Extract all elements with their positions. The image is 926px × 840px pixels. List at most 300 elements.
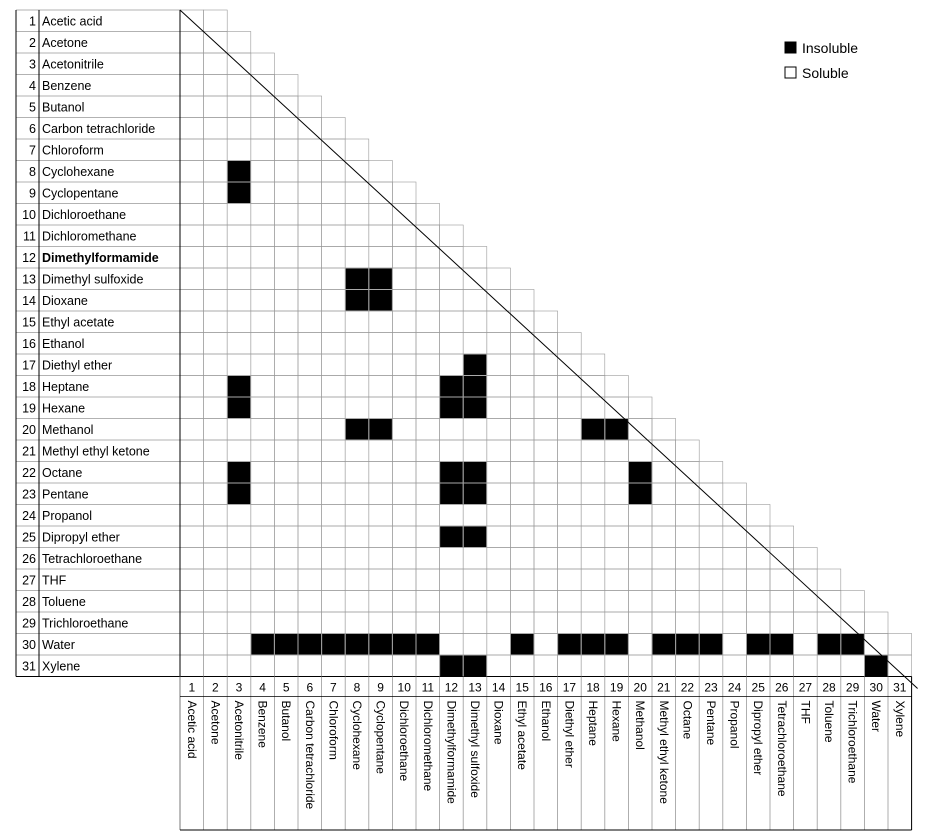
grid-cell bbox=[652, 462, 676, 484]
grid-cell bbox=[676, 655, 700, 677]
column-label: THF bbox=[798, 700, 813, 724]
grid-cell bbox=[416, 311, 440, 333]
grid-cell bbox=[180, 591, 204, 613]
row-number: 24 bbox=[22, 508, 36, 523]
grid-cell bbox=[416, 397, 440, 419]
grid-cell bbox=[180, 612, 204, 634]
grid-cell bbox=[416, 548, 440, 570]
grid-cell bbox=[298, 526, 322, 548]
grid-cell bbox=[298, 419, 322, 441]
grid-cell bbox=[416, 376, 440, 398]
grid-cell bbox=[392, 462, 416, 484]
grid-cell bbox=[581, 505, 605, 527]
grid-cell bbox=[463, 268, 487, 290]
column-label: Butanol bbox=[279, 700, 294, 742]
row-number: 21 bbox=[22, 444, 36, 459]
column-label: Hexane bbox=[609, 700, 624, 742]
column-number: 2 bbox=[212, 680, 219, 695]
grid-cell bbox=[298, 225, 322, 247]
grid-cell bbox=[463, 505, 487, 527]
grid-cell bbox=[322, 462, 346, 484]
grid-cell bbox=[369, 161, 393, 183]
grid-cell bbox=[652, 505, 676, 527]
grid-cell bbox=[558, 333, 582, 355]
row-number: 18 bbox=[22, 379, 36, 394]
column-number: 23 bbox=[704, 680, 718, 695]
grid-cell bbox=[227, 505, 251, 527]
grid-cell bbox=[204, 268, 228, 290]
grid-cell bbox=[770, 612, 794, 634]
grid-cell bbox=[628, 397, 652, 419]
column-label: Dichloromethane bbox=[420, 700, 435, 792]
grid-cell bbox=[204, 139, 228, 161]
grid-cell bbox=[534, 462, 558, 484]
insoluble-cell bbox=[346, 419, 369, 440]
grid-cell bbox=[204, 290, 228, 312]
grid-cell bbox=[227, 225, 251, 247]
grid-cell bbox=[227, 634, 251, 656]
grid-cell bbox=[322, 118, 346, 140]
grid-cell bbox=[510, 505, 534, 527]
grid-cell bbox=[322, 311, 346, 333]
grid-cell bbox=[864, 634, 888, 656]
grid-cell bbox=[440, 268, 464, 290]
row-number: 15 bbox=[22, 315, 36, 330]
column-label: Octane bbox=[680, 700, 695, 740]
grid-cell bbox=[345, 548, 369, 570]
grid-cell bbox=[676, 462, 700, 484]
grid-cell bbox=[274, 182, 298, 204]
row-number: 28 bbox=[22, 594, 36, 609]
grid-cell bbox=[274, 311, 298, 333]
column-label: Dimethyl sulfoxide bbox=[468, 700, 482, 798]
grid-cell bbox=[298, 462, 322, 484]
grid-cell bbox=[392, 182, 416, 204]
row-label: Heptane bbox=[42, 379, 90, 394]
grid-cell bbox=[180, 655, 204, 677]
grid-cell bbox=[180, 182, 204, 204]
grid-cell bbox=[180, 548, 204, 570]
grid-cell bbox=[581, 354, 605, 376]
row-label: Carbon tetrachloride bbox=[42, 121, 156, 136]
grid-cell bbox=[180, 483, 204, 505]
row-number: 12 bbox=[22, 250, 36, 265]
grid-cell bbox=[416, 505, 440, 527]
grid-cell bbox=[180, 634, 204, 656]
grid-cell bbox=[274, 569, 298, 591]
row-label: Hexane bbox=[42, 401, 86, 416]
grid-cell bbox=[440, 225, 464, 247]
grid-cell bbox=[652, 440, 676, 462]
grid-cell bbox=[180, 139, 204, 161]
insoluble-cell bbox=[605, 419, 628, 440]
row-label: Acetonitrile bbox=[42, 57, 104, 72]
grid-cell bbox=[180, 161, 204, 183]
grid-cell bbox=[392, 612, 416, 634]
grid-cell bbox=[487, 311, 511, 333]
grid-cell bbox=[746, 569, 770, 591]
grid-cell bbox=[534, 397, 558, 419]
row-label: Toluene bbox=[42, 594, 86, 609]
row-label: Ethyl acetate bbox=[42, 315, 115, 330]
grid-cell bbox=[345, 462, 369, 484]
insoluble-cell bbox=[228, 183, 251, 204]
grid-cell bbox=[581, 483, 605, 505]
grid-cell bbox=[558, 612, 582, 634]
grid-cell bbox=[298, 354, 322, 376]
grid-cell bbox=[628, 526, 652, 548]
column-labels bbox=[185, 681, 907, 810]
grid-cell bbox=[581, 591, 605, 613]
grid-cell bbox=[227, 96, 251, 118]
grid-cell bbox=[322, 612, 346, 634]
grid-cell bbox=[345, 182, 369, 204]
grid-cell bbox=[298, 548, 322, 570]
row-labels bbox=[22, 14, 159, 673]
insoluble-cell bbox=[346, 634, 369, 655]
grid-cell bbox=[274, 118, 298, 140]
row-number: 14 bbox=[22, 293, 36, 308]
grid-cell bbox=[322, 161, 346, 183]
grid-cell bbox=[322, 139, 346, 161]
row-number: 23 bbox=[22, 487, 36, 502]
grid-cell bbox=[227, 569, 251, 591]
row-number: 29 bbox=[22, 616, 36, 631]
grid-cell bbox=[416, 591, 440, 613]
column-number: 11 bbox=[421, 680, 435, 695]
grid-cell bbox=[345, 483, 369, 505]
grid-cell bbox=[180, 419, 204, 441]
grid-cell bbox=[676, 569, 700, 591]
grid-cell bbox=[605, 397, 629, 419]
insoluble-cell bbox=[369, 634, 392, 655]
insoluble-cell bbox=[275, 634, 298, 655]
insoluble-cell bbox=[440, 398, 463, 419]
column-number: 25 bbox=[751, 680, 765, 695]
grid-cell bbox=[699, 655, 723, 677]
row-number: 8 bbox=[29, 164, 36, 179]
grid-cell bbox=[392, 591, 416, 613]
grid-cell bbox=[180, 32, 204, 54]
row-label: Acetone bbox=[42, 35, 88, 50]
grid-cell bbox=[180, 75, 204, 97]
legend-soluble-label: Soluble bbox=[802, 65, 849, 81]
grid-cell bbox=[227, 354, 251, 376]
grid-cell bbox=[510, 311, 534, 333]
grid-cell bbox=[534, 333, 558, 355]
insoluble-cell bbox=[228, 161, 251, 182]
grid-cell bbox=[180, 225, 204, 247]
grid-cell bbox=[392, 225, 416, 247]
grid-cell bbox=[487, 376, 511, 398]
grid-cell bbox=[723, 505, 747, 527]
column-number: 5 bbox=[282, 680, 290, 695]
insoluble-cell bbox=[322, 634, 345, 655]
column-number: 17 bbox=[562, 680, 577, 695]
grid-cell bbox=[180, 333, 204, 355]
grid-cell bbox=[534, 548, 558, 570]
column-label: Acetone bbox=[208, 700, 223, 745]
grid-cell bbox=[251, 526, 275, 548]
grid-cell bbox=[180, 204, 204, 226]
grid-cell bbox=[794, 655, 818, 677]
grid-cell bbox=[463, 591, 487, 613]
grid-cell bbox=[605, 483, 629, 505]
grid-cell bbox=[510, 591, 534, 613]
column-number: 28 bbox=[822, 680, 836, 695]
grid-cell bbox=[369, 548, 393, 570]
grid-cell bbox=[180, 53, 204, 75]
grid-cell bbox=[369, 311, 393, 333]
insoluble-cell bbox=[464, 462, 487, 483]
grid-cell bbox=[322, 354, 346, 376]
grid-cell bbox=[416, 247, 440, 269]
column-label: Dipropyl ether bbox=[751, 700, 766, 776]
grid-cell bbox=[463, 247, 487, 269]
insoluble-cell bbox=[865, 656, 888, 677]
grid-cell bbox=[487, 397, 511, 419]
grid-cell bbox=[723, 591, 747, 613]
insoluble-cell bbox=[393, 634, 416, 655]
grid-cell bbox=[369, 505, 393, 527]
grid-cell bbox=[605, 591, 629, 613]
grid-cell bbox=[605, 376, 629, 398]
grid-cell bbox=[416, 419, 440, 441]
grid-cell bbox=[841, 655, 865, 677]
column-label: Propanol bbox=[727, 700, 742, 749]
grid-cell bbox=[204, 483, 228, 505]
grid-cell bbox=[274, 96, 298, 118]
grid-cell bbox=[274, 376, 298, 398]
grid-cell bbox=[770, 655, 794, 677]
grid-cell bbox=[204, 655, 228, 677]
insoluble-cell bbox=[464, 355, 487, 376]
grid-cell bbox=[817, 569, 841, 591]
grid-cell bbox=[227, 333, 251, 355]
insoluble-cell bbox=[464, 398, 487, 419]
column-label: Xylene bbox=[892, 700, 907, 738]
grid-cell bbox=[510, 290, 534, 312]
row-number: 9 bbox=[29, 186, 36, 201]
column-number: 8 bbox=[353, 680, 361, 695]
grid-cell bbox=[605, 505, 629, 527]
grid-cell bbox=[227, 612, 251, 634]
column-label: Toluene bbox=[822, 700, 836, 743]
grid-cell bbox=[322, 505, 346, 527]
grid-cell bbox=[204, 182, 228, 204]
grid-cell bbox=[274, 333, 298, 355]
grid-cell bbox=[227, 419, 251, 441]
grid-cell bbox=[581, 612, 605, 634]
grid-cell bbox=[204, 118, 228, 140]
row-label: Ethanol bbox=[42, 336, 85, 351]
grid-cell bbox=[440, 311, 464, 333]
row-number: 5 bbox=[29, 100, 36, 115]
grid-cell bbox=[369, 225, 393, 247]
insoluble-cell bbox=[629, 484, 652, 505]
insoluble-cell bbox=[771, 634, 794, 655]
grid-cell bbox=[345, 376, 369, 398]
column-label: Diethyl ether bbox=[562, 700, 577, 768]
grid-cell bbox=[298, 483, 322, 505]
grid-cell bbox=[204, 311, 228, 333]
grid-cell bbox=[463, 634, 487, 656]
grid-cell bbox=[534, 483, 558, 505]
grid-cell bbox=[416, 612, 440, 634]
grid-cell bbox=[746, 655, 770, 677]
grid-cell bbox=[416, 268, 440, 290]
grid-cell bbox=[204, 569, 228, 591]
grid-cell bbox=[652, 419, 676, 441]
grid-cell bbox=[416, 569, 440, 591]
grid-cell bbox=[322, 655, 346, 677]
column-label: Dichloroethane bbox=[397, 700, 412, 782]
grid-cell bbox=[298, 655, 322, 677]
grid-cell bbox=[369, 483, 393, 505]
grid-cell bbox=[746, 505, 770, 527]
grid-cell bbox=[510, 548, 534, 570]
grid-cell bbox=[204, 75, 228, 97]
legend-insoluble-swatch bbox=[785, 42, 796, 53]
grid-cell bbox=[227, 290, 251, 312]
grid-cell bbox=[770, 591, 794, 613]
insoluble-cell bbox=[747, 634, 770, 655]
grid-cell bbox=[416, 290, 440, 312]
grid-cell bbox=[227, 548, 251, 570]
grid-cell bbox=[298, 161, 322, 183]
grid-cell bbox=[204, 204, 228, 226]
grid-cell bbox=[534, 569, 558, 591]
row-number: 16 bbox=[22, 336, 36, 351]
grid-cell bbox=[746, 548, 770, 570]
grid-cell bbox=[770, 526, 794, 548]
grid-cell bbox=[298, 591, 322, 613]
grid-cell bbox=[180, 397, 204, 419]
row-label: THF bbox=[42, 573, 67, 588]
column-number: 14 bbox=[491, 680, 506, 695]
row-number: 3 bbox=[29, 57, 36, 72]
grid-cell bbox=[510, 419, 534, 441]
grid-cell bbox=[251, 139, 275, 161]
grid-cell bbox=[416, 655, 440, 677]
grid-cell bbox=[180, 247, 204, 269]
grid-cell bbox=[652, 569, 676, 591]
column-number: 1 bbox=[188, 680, 196, 695]
column-label: Pentane bbox=[704, 700, 718, 746]
row-label: Cyclopentane bbox=[42, 186, 119, 201]
grid-cell bbox=[723, 526, 747, 548]
insoluble-cell bbox=[251, 634, 274, 655]
grid-cell bbox=[510, 376, 534, 398]
grid-cell bbox=[487, 290, 511, 312]
grid-cell bbox=[487, 505, 511, 527]
grid-cell bbox=[369, 569, 393, 591]
grid-cell bbox=[345, 139, 369, 161]
grid-cell bbox=[841, 612, 865, 634]
row-label: Dichloroethane bbox=[42, 207, 127, 222]
grid-cell bbox=[794, 634, 818, 656]
grid-cell bbox=[581, 526, 605, 548]
grid-cell bbox=[251, 247, 275, 269]
insoluble-cell bbox=[440, 462, 463, 483]
grid-cell bbox=[416, 225, 440, 247]
column-number: 4 bbox=[259, 680, 266, 695]
grid-cell bbox=[605, 440, 629, 462]
grid-cell bbox=[652, 591, 676, 613]
grid-cell bbox=[487, 548, 511, 570]
grid-cell bbox=[227, 204, 251, 226]
grid-cell bbox=[204, 53, 228, 75]
grid-cell bbox=[416, 462, 440, 484]
grid-cell bbox=[392, 333, 416, 355]
grid-cell bbox=[392, 290, 416, 312]
grid-cell bbox=[369, 655, 393, 677]
insoluble-cell bbox=[369, 269, 392, 290]
grid-cell bbox=[510, 333, 534, 355]
grid-cell bbox=[605, 526, 629, 548]
column-label: Water bbox=[869, 700, 884, 733]
grid-cell bbox=[180, 268, 204, 290]
grid-cell bbox=[251, 483, 275, 505]
grid-cell bbox=[274, 225, 298, 247]
grid-cell bbox=[345, 569, 369, 591]
grid-cell bbox=[227, 118, 251, 140]
grid-cell bbox=[369, 397, 393, 419]
grid-cell bbox=[534, 440, 558, 462]
grid-cell bbox=[605, 612, 629, 634]
grid-cell bbox=[440, 591, 464, 613]
grid-cell bbox=[298, 569, 322, 591]
grid-cell bbox=[440, 419, 464, 441]
grid-cell bbox=[676, 591, 700, 613]
grid-cell bbox=[463, 612, 487, 634]
grid-cell bbox=[510, 569, 534, 591]
grid-cell bbox=[558, 483, 582, 505]
grid-cell bbox=[581, 548, 605, 570]
grid-cell bbox=[227, 311, 251, 333]
grid-cell bbox=[204, 634, 228, 656]
grid-cell bbox=[227, 75, 251, 97]
grid-cell bbox=[699, 612, 723, 634]
grid-cell bbox=[369, 204, 393, 226]
row-number: 19 bbox=[22, 401, 36, 416]
grid-cell bbox=[770, 569, 794, 591]
grid-cell bbox=[251, 182, 275, 204]
grid-cell bbox=[204, 591, 228, 613]
grid-cell bbox=[204, 161, 228, 183]
grid-cell bbox=[487, 440, 511, 462]
column-label: Dioxane bbox=[491, 700, 506, 745]
grid-cell bbox=[180, 462, 204, 484]
grid-cell bbox=[227, 591, 251, 613]
column-number: 31 bbox=[893, 680, 907, 695]
grid-cell bbox=[699, 569, 723, 591]
grid-cell bbox=[581, 397, 605, 419]
grid-cell bbox=[440, 548, 464, 570]
insoluble-cell bbox=[228, 398, 251, 419]
grid-cell bbox=[440, 612, 464, 634]
column-number: 20 bbox=[633, 680, 647, 695]
grid-cell bbox=[204, 96, 228, 118]
row-label: Butanol bbox=[42, 100, 85, 115]
grid-cell bbox=[345, 612, 369, 634]
grid-cell bbox=[534, 376, 558, 398]
grid-cell bbox=[274, 247, 298, 269]
row-label: Tetrachloroethane bbox=[42, 551, 143, 566]
column-number: 19 bbox=[609, 680, 624, 695]
grid-cell bbox=[369, 462, 393, 484]
grid-cell bbox=[487, 612, 511, 634]
